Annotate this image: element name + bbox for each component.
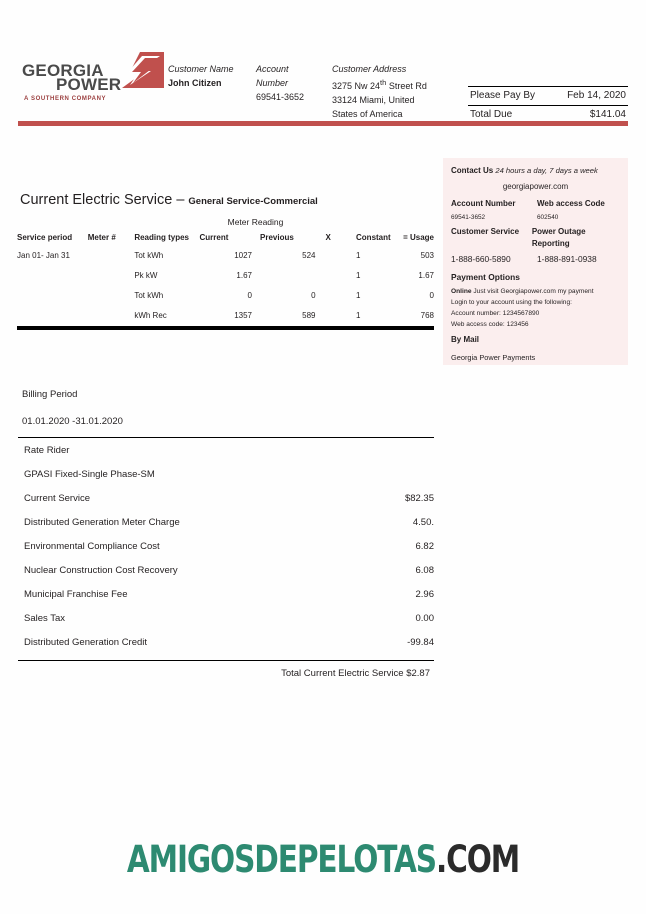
cell-usage: 1.67 — [418, 271, 434, 280]
cell-previous: 524 — [302, 251, 316, 260]
col-usage: = Usage — [403, 233, 434, 242]
sidebar-web-access-code-value: 602540 — [537, 214, 559, 221]
charge-amount: 0.00 — [415, 613, 434, 624]
billing-period-label: Billing Period — [22, 389, 78, 400]
col-previous: Previous — [260, 233, 294, 242]
customer-service-phone[interactable]: 1-888-660-5890 — [451, 254, 511, 264]
website-link[interactable]: georgiapower.com — [502, 182, 569, 191]
cell-constant: 1 — [356, 311, 361, 320]
sample-account-number: Account number: 1234567890 — [451, 310, 540, 317]
charge-amount: $82.35 — [404, 493, 434, 504]
cell-current: 1027 — [234, 251, 252, 260]
meter-reading-table-wrap — [17, 217, 434, 331]
billing-period-dates: 01.01.2020 -31.01.2020 — [22, 416, 123, 427]
contact-us-line — [451, 165, 620, 177]
charge-label: Distributed Generation Credit — [24, 637, 148, 648]
total-current-electric-service: Total Current Electric Service $2.87 — [281, 668, 430, 679]
account-number-label-line1: Account — [256, 64, 289, 74]
charge-label: Sales Tax — [24, 613, 66, 624]
table-row — [17, 291, 434, 311]
power-outage-label: Power Outage Reporting — [531, 227, 586, 248]
col-multiplier: X — [325, 233, 331, 242]
cell-reading-type: Tot kWh — [134, 291, 164, 300]
account-number-block — [256, 62, 328, 104]
online-payment-line — [451, 287, 620, 297]
charge-amount: 4.50. — [412, 517, 434, 528]
contact-sidebar — [443, 158, 628, 365]
login-instruction: Login to your account using the following: — [451, 299, 572, 306]
please-pay-by-value: Feb 14, 2020 — [567, 90, 626, 101]
bill-header — [0, 40, 646, 120]
online-label: Online — [451, 288, 472, 295]
charge-amount: -99.84 — [407, 637, 434, 648]
watermark-secondary: .COM — [436, 838, 520, 881]
please-pay-by-label: Please Pay By — [470, 90, 536, 101]
cell-meter-number — [88, 291, 135, 311]
charge-amount: 6.82 — [415, 541, 434, 552]
address-line-2: 33124 Miami, United — [332, 95, 415, 105]
charge-label: Environmental Compliance Cost — [24, 541, 160, 552]
please-pay-by-row — [468, 87, 628, 105]
table-header-row — [17, 233, 434, 251]
section-title-subtitle: General Service-Commercial — [188, 196, 318, 207]
sidebar-account-number-label: Account Number — [451, 199, 516, 208]
charge-amount: 2.96 — [415, 589, 434, 600]
watermark-primary: AMIGOSDEPELOTAS — [126, 838, 437, 881]
address-line-1: 3275 Nw 24th Street Rd — [332, 78, 427, 91]
billing-section — [22, 389, 434, 679]
sidebar-web-access-code-label: Web access Code — [537, 199, 605, 208]
section-title-dash: – — [172, 192, 189, 208]
power-outage-phone[interactable]: 1-888-891-0938 — [537, 254, 597, 264]
col-constant: Constant — [356, 233, 391, 242]
sidebar-code-values — [451, 212, 620, 224]
charge-line-item — [22, 486, 434, 510]
georgia-power-logo — [22, 48, 162, 110]
cell-service-period — [17, 271, 88, 291]
customer-name-value: John Citizen — [168, 78, 222, 88]
cell-multiplier — [326, 251, 351, 271]
site-watermark — [65, 838, 582, 881]
charge-line-item — [22, 606, 434, 630]
charge-label: Municipal Franchise Fee — [24, 589, 128, 600]
charge-amount: 6.08 — [415, 565, 434, 576]
sidebar-phone-labels — [451, 226, 620, 250]
col-meter-number: Meter # — [87, 233, 116, 242]
sidebar-phone-numbers — [451, 253, 620, 265]
sample-web-access-code: Web access code: 123456 — [451, 321, 529, 328]
customer-name-block — [168, 62, 254, 90]
charge-line-item — [22, 510, 434, 534]
charge-label: Nuclear Construction Cost Recovery — [24, 565, 178, 576]
customer-address-block — [332, 62, 442, 121]
contact-us-label: Contact Us — [451, 166, 494, 175]
table-row — [17, 251, 434, 271]
section-title-main: Current Electric Service — [20, 192, 173, 208]
meter-reading-header-label: Meter Reading — [227, 217, 284, 227]
logo-text-power: POWER — [56, 75, 122, 94]
cell-service-period: Jan 01- Jan 31 — [17, 251, 70, 260]
charge-label: Current Service — [24, 493, 90, 504]
cell-service-period — [17, 291, 88, 311]
logo-tagline: A SOUTHERN COMPANY — [24, 96, 107, 102]
charge-label: Distributed Generation Meter Charge — [24, 517, 180, 528]
cell-previous — [260, 271, 326, 291]
account-number-value: 69541-3652 — [256, 92, 305, 102]
cell-usage: 0 — [429, 291, 434, 300]
logo-text-georgia: GEORGIA — [22, 61, 104, 80]
by-mail-label: By Mail — [451, 335, 480, 344]
cell-current: 1.67 — [236, 271, 252, 280]
cell-current: 1357 — [234, 311, 252, 320]
rate-plan-name: GPASI Fixed-Single Phase-SM — [24, 469, 155, 480]
section-title — [20, 192, 318, 208]
cell-constant: 1 — [356, 291, 361, 300]
cell-meter-number — [88, 271, 135, 291]
cell-previous: 589 — [302, 311, 316, 320]
cell-previous: 0 — [311, 291, 316, 300]
cell-multiplier — [326, 291, 351, 311]
cell-constant: 1 — [356, 251, 361, 260]
meter-table-bottom-rule — [17, 326, 434, 330]
cell-usage: 503 — [420, 251, 434, 260]
charge-line-item — [22, 630, 434, 654]
customer-name-label: Customer Name — [168, 64, 234, 74]
cell-reading-type: kWh Rec — [134, 311, 167, 320]
mail-payee-name: Georgia Power Payments — [451, 353, 536, 362]
red-separator-bar — [18, 121, 628, 126]
cell-usage: 768 — [420, 311, 434, 320]
charge-line-item — [22, 534, 434, 558]
total-due-value: $141.04 — [589, 109, 626, 120]
meter-reading-table — [17, 233, 434, 331]
rate-rider-label: Rate Rider — [24, 445, 70, 456]
total-due-label: Total Due — [470, 109, 513, 120]
cell-multiplier — [326, 271, 351, 291]
online-text: Just visit Georgiapower.com my payment — [473, 288, 594, 295]
cell-current: 0 — [247, 291, 252, 300]
customer-address-label: Customer Address — [332, 64, 407, 74]
col-reading-types: Reading types — [134, 233, 189, 242]
sidebar-code-labels — [451, 198, 620, 210]
account-number-label-line2: Number — [256, 78, 289, 88]
customer-service-label: Customer Service — [451, 227, 520, 236]
col-service-period: Service period — [17, 233, 73, 242]
address-line-3: States of America — [332, 109, 403, 119]
sidebar-account-number-value: 69541-3652 — [451, 214, 486, 221]
charge-line-item — [22, 582, 434, 606]
cell-meter-number — [88, 251, 135, 271]
charge-line-item — [22, 558, 434, 582]
cell-constant: 1 — [356, 271, 361, 280]
contact-us-hours: 24 hours a day, 7 days a week — [495, 166, 598, 175]
payment-summary-box — [468, 86, 628, 125]
table-row — [17, 271, 434, 291]
payment-options-label: Payment Options — [451, 272, 520, 282]
col-current: Current — [199, 233, 229, 242]
cell-reading-type: Pk kW — [134, 271, 158, 280]
cell-reading-type: Tot kWh — [134, 251, 164, 260]
